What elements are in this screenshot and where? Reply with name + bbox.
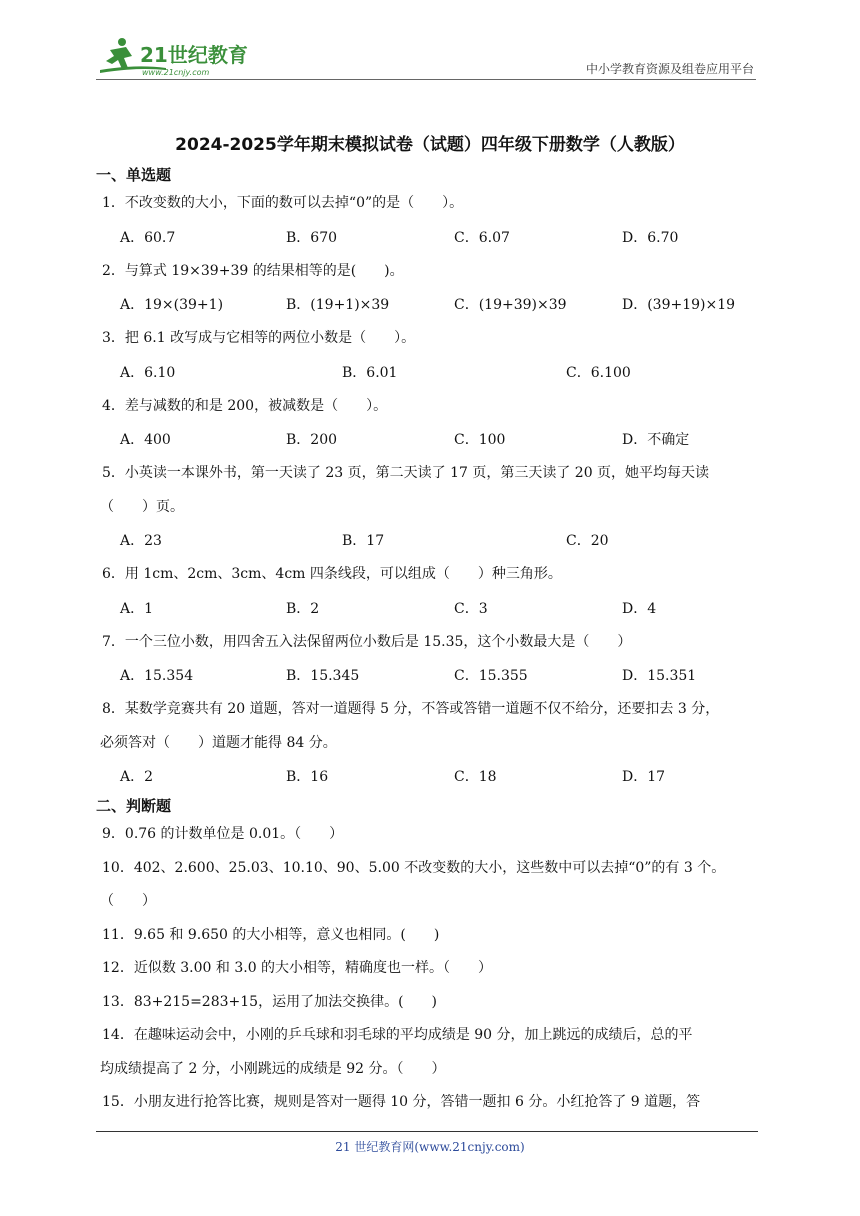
options-row — [100, 221, 762, 255]
option-b: B．(19+1)×39 — [286, 297, 390, 313]
page-title: 2024-2025学年期末模拟试卷（试题）四年级下册数学（人教版） — [175, 135, 685, 155]
question-text-continued: 必须答对（ ）道题才能得 84 分。 — [100, 734, 337, 751]
option-a: A．15.354 — [120, 668, 194, 684]
options-row — [100, 288, 762, 322]
option-b: B．2 — [286, 600, 320, 617]
footer-divider — [96, 1131, 758, 1132]
exam-content — [96, 163, 762, 1120]
option-d: D．不确定 — [622, 432, 690, 448]
option-d: D．15.351 — [622, 668, 697, 684]
question-text: 14．在趣味运动会中，小刚的乒乓球和羽毛球的平均成绩是 90 分，加上跳远的成绩后，总的平 — [102, 1027, 693, 1043]
option-a: A．60.7 — [120, 229, 176, 246]
option-a: A．6.10 — [120, 364, 176, 381]
question-text: 4．差与减数的和是 200，被减数是（ ）。 — [102, 397, 388, 414]
option-c: C．15.355 — [454, 668, 528, 684]
question-text: 5．小英读一本课外书，第一天读了 23 页，第二天读了 17 页，第三天读了 20 页，她平均每天读 — [102, 465, 710, 481]
option-c: C．(19+39)×39 — [454, 297, 567, 313]
option-a: A．23 — [120, 533, 162, 549]
option-c: C．20 — [566, 533, 609, 549]
option-b: B．6.01 — [342, 364, 398, 381]
options-row — [100, 659, 762, 693]
question-text: 12．近似数 3.00 和 3.0 的大小相等，精确度也一样。（ ） — [102, 960, 493, 976]
question-text: 6．用 1cm、2cm、3cm、4cm 四条线段，可以组成（ ）种三角形。 — [102, 566, 562, 582]
option-c: C．18 — [454, 769, 497, 785]
question-text: 9．0.76 的计数单位是 0.01。（ ） — [102, 826, 344, 842]
option-c: C．6.07 — [454, 229, 510, 246]
question-text-continued: （ ）页。 — [100, 498, 184, 515]
options-row — [100, 356, 762, 390]
option-b: B．15.345 — [286, 668, 360, 684]
question-text: 7．一个三位小数，用四舍五入法保留两位小数后是 15.35，这个小数最大是（ ） — [102, 633, 632, 650]
option-b: B．200 — [286, 432, 338, 448]
option-c: C．100 — [454, 432, 506, 448]
option-b: B．16 — [286, 769, 329, 785]
option-b: B．670 — [286, 229, 338, 246]
option-d: D．6.70 — [622, 229, 679, 246]
options-row — [100, 760, 762, 794]
question-text: 8．某数学竞赛共有 20 道题，答对一道题得 5 分，不答或答错一道题不仅不给分，还要扣去 3 分， — [102, 701, 720, 717]
section-heading: 一、单选题 — [96, 166, 172, 184]
option-d: D．(39+19)×19 — [622, 297, 736, 313]
option-a: A．1 — [120, 600, 154, 617]
option-d: D．4 — [622, 600, 657, 617]
options-row — [100, 423, 762, 457]
platform-name: 中小学教育资源及组卷应用平台 — [585, 62, 754, 76]
option-c: C．3 — [454, 600, 488, 617]
option-a: A．19×(39+1) — [120, 297, 224, 313]
option-c: C．6.100 — [566, 364, 631, 381]
question-text: 13．83+215=283+15，运用了加法交换律。( ) — [102, 993, 438, 1010]
svg-text:21世纪教育: 21世纪教育 — [140, 43, 248, 67]
options-row — [100, 524, 762, 558]
question-text: 2．与算式 19×39+39 的结果相等的是( )。 — [102, 262, 404, 279]
question-text: 10．402、2.600、25.03、10.10、90、5.00 不改变数的大小，这些数中可以去掉“0”的有 3 个。 — [102, 859, 726, 876]
question-text: 11．9.65 和 9.650 的大小相等，意义也相同。( ) — [102, 926, 440, 943]
section-heading: 二、判断题 — [96, 797, 172, 815]
option-b: B．17 — [342, 533, 385, 549]
question-text: 1．不改变数的大小，下面的数可以去掉“0”的是（ ）。 — [102, 195, 464, 211]
page-footer: 21 世纪教育网(www.21cnjy.com) — [335, 1140, 525, 1154]
question-text: 3．把 6.1 改写成与它相等的两位小数是（ ）。 — [102, 330, 416, 346]
svg-text:www.21cnjy.com: www.21cnjy.com — [142, 68, 210, 77]
options-row — [100, 592, 762, 626]
question-text-continued: （ ） — [100, 893, 156, 909]
site-logo — [96, 34, 266, 78]
page-header — [96, 30, 756, 82]
question-text: 15．小朋友进行抢答比赛，规则是答对一题得 10 分，答错一题扣 6 分。小红抢答了 9 道题，答 — [102, 1094, 701, 1110]
header-divider — [96, 79, 756, 80]
question-text-continued: 均成绩提高了 2 分，小刚跳远的成绩是 92 分。（ ） — [100, 1060, 446, 1077]
option-a: A．400 — [120, 432, 171, 448]
option-a: A．2 — [120, 769, 154, 785]
option-d: D．17 — [622, 769, 666, 785]
